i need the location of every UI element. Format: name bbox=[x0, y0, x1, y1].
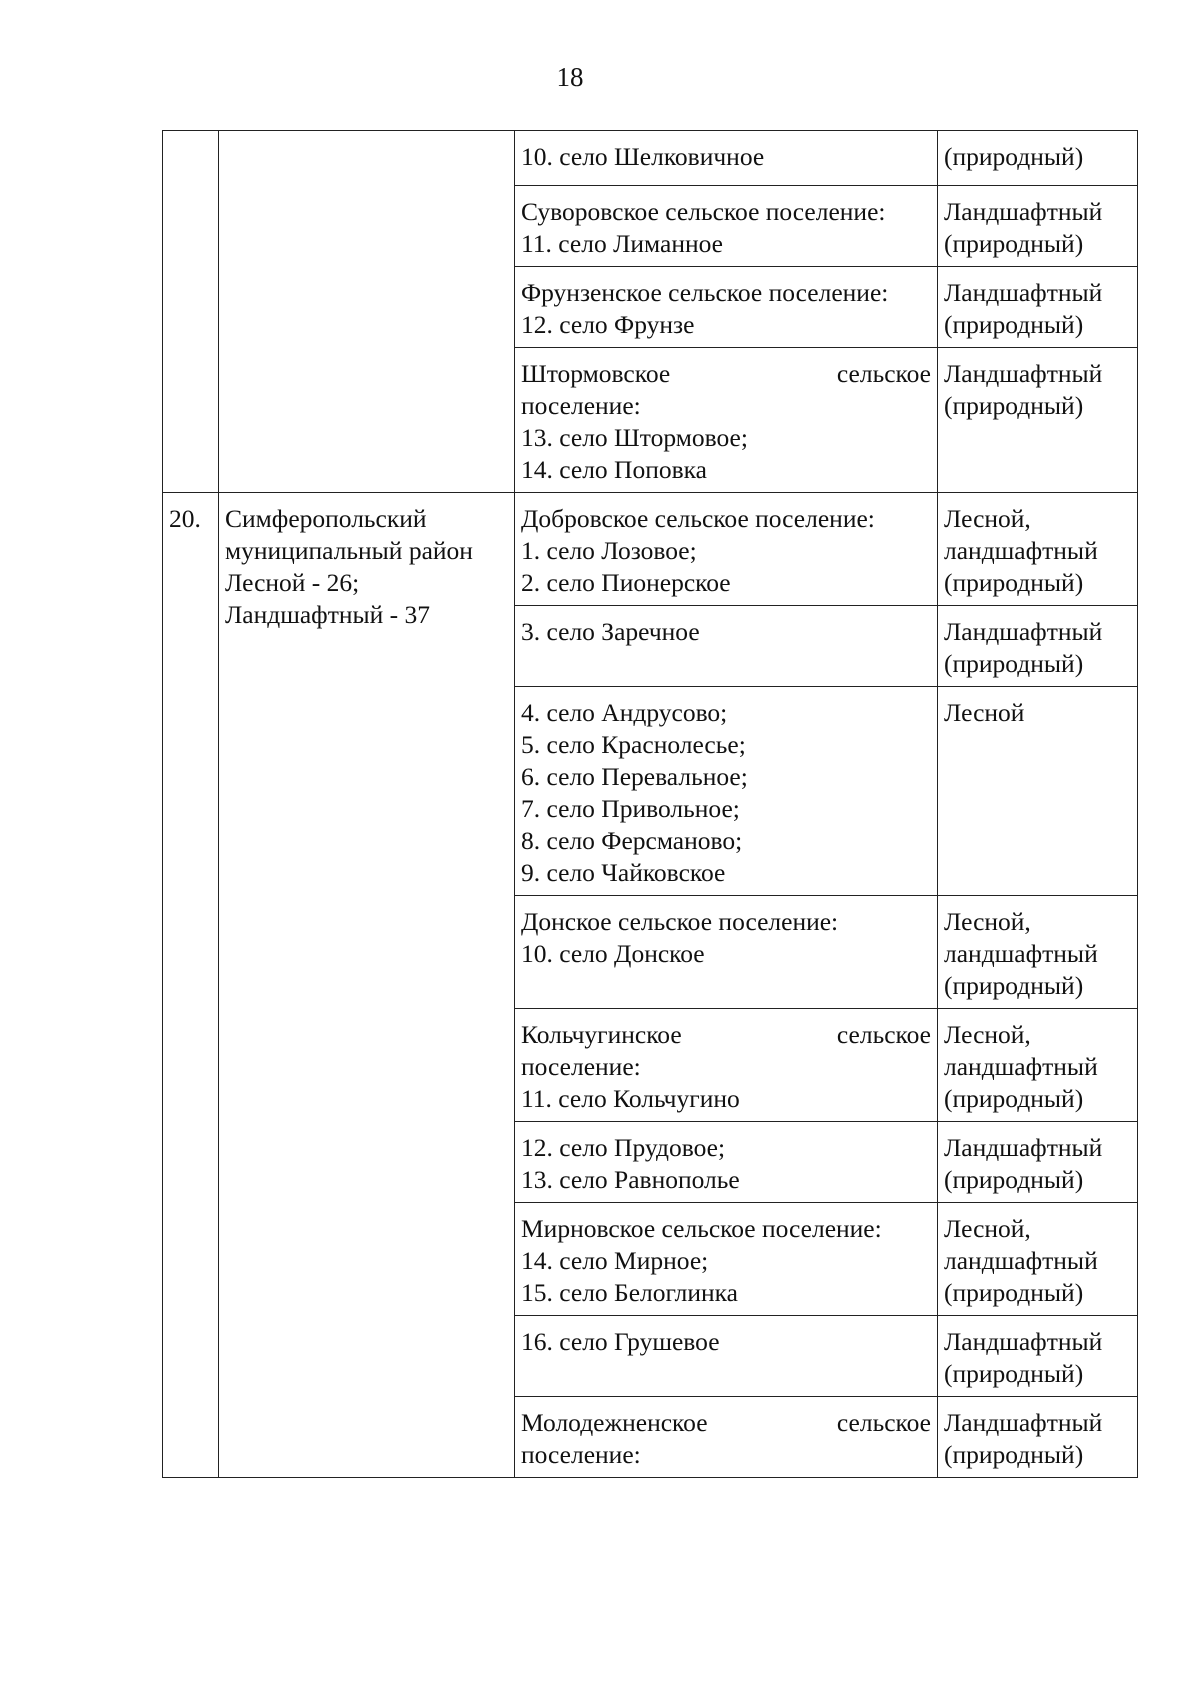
text-line: поселение: bbox=[521, 1052, 641, 1081]
text-line: 11. село Лиманное bbox=[521, 229, 723, 258]
text-line: 6. село Перевальное; bbox=[521, 762, 748, 791]
district-cell bbox=[219, 131, 515, 493]
settlement-cell bbox=[515, 131, 938, 186]
settlement-cell bbox=[515, 348, 938, 493]
text-line: 1. село Лозовое; bbox=[521, 536, 697, 565]
table-row bbox=[163, 493, 1138, 606]
text-line: Ландшафтный bbox=[944, 1408, 1103, 1437]
text-line: (природный) bbox=[944, 649, 1084, 678]
text-line: 7. село Привольное; bbox=[521, 794, 740, 823]
text-line: 12. село Фрунзе bbox=[521, 310, 695, 339]
reserve-type-cell bbox=[938, 186, 1138, 267]
reserve-type-cell bbox=[938, 1122, 1138, 1203]
reserve-type-cell bbox=[938, 1203, 1138, 1316]
text-line: 12. село Прудовое; bbox=[521, 1133, 726, 1162]
text-line: поселение: bbox=[521, 391, 641, 420]
table-body bbox=[163, 131, 1138, 1478]
settlement-cell bbox=[515, 1397, 938, 1478]
reserve-type-cell bbox=[938, 1397, 1138, 1478]
text-line: (природный) bbox=[944, 1165, 1084, 1194]
text-line: 8. село Ферсманово; bbox=[521, 826, 743, 855]
text-line: Лесной - 26; bbox=[225, 568, 360, 597]
reserve-type-cell bbox=[938, 687, 1138, 896]
reserve-type-cell bbox=[938, 493, 1138, 606]
text-line: Лесной, bbox=[944, 1020, 1031, 1049]
settlement-cell bbox=[515, 493, 938, 606]
text-line: ландшафтный bbox=[944, 1246, 1098, 1275]
table-row bbox=[163, 131, 1138, 186]
text-line: Лесной bbox=[944, 698, 1025, 727]
reserve-type-cell bbox=[938, 1009, 1138, 1122]
reserve-type-cell bbox=[938, 1316, 1138, 1397]
reserve-type-cell bbox=[938, 606, 1138, 687]
text-line: (природный) bbox=[944, 971, 1084, 1000]
text-line: Донское сельское поселение: bbox=[521, 907, 839, 936]
text-line: Ландшафтный bbox=[944, 197, 1103, 226]
heading-word-right: сельское bbox=[836, 1408, 931, 1437]
text-line: Ландшафтный bbox=[944, 359, 1103, 388]
text-line: Ландшафтный - 37 bbox=[225, 600, 431, 629]
text-line: (природный) bbox=[944, 568, 1084, 597]
page-number: 18 bbox=[556, 62, 584, 92]
heading-word-left: Штормовское bbox=[521, 359, 671, 388]
text-line: 10. село Донское bbox=[521, 939, 705, 968]
settlement-cell bbox=[515, 606, 938, 687]
text-line: Ландшафтный bbox=[944, 1327, 1103, 1356]
text-line: (природный) bbox=[944, 1084, 1084, 1113]
text-line: Суворовское сельское поселение: bbox=[521, 197, 886, 226]
text-line: (природный) bbox=[944, 1359, 1084, 1388]
reserve-type-cell bbox=[938, 131, 1138, 186]
heading-word-left: Молодежненское bbox=[521, 1408, 708, 1437]
text-line: Ландшафтный bbox=[944, 617, 1103, 646]
text-line: ландшафтный bbox=[944, 536, 1098, 565]
text-line: 14. село Мирное; bbox=[521, 1246, 709, 1275]
text-line: (природный) bbox=[944, 391, 1084, 420]
district-cell bbox=[219, 493, 515, 1478]
settlement-cell bbox=[515, 687, 938, 896]
text-line: 14. село Поповка bbox=[521, 455, 707, 484]
text-line: Мирновское сельское поселение: bbox=[521, 1214, 882, 1243]
text-line: 15. село Белоглинка bbox=[521, 1278, 738, 1307]
text-line: 9. село Чайковское bbox=[521, 858, 726, 887]
heading-word-left: Кольчугинское bbox=[521, 1020, 682, 1049]
text-line: (природный) bbox=[944, 1440, 1084, 1469]
text-line: 13. село Штормовое; bbox=[521, 423, 748, 452]
text-line: ландшафтный bbox=[944, 1052, 1098, 1081]
settlement-heading bbox=[521, 1407, 931, 1439]
text-line: 11. село Кольчугино bbox=[521, 1084, 740, 1113]
heading-word-right: сельское bbox=[836, 1020, 931, 1049]
settlement-cell bbox=[515, 1122, 938, 1203]
text-line: Симферопольский bbox=[225, 504, 427, 533]
settlement-cell bbox=[515, 1009, 938, 1122]
number-cell bbox=[163, 131, 219, 493]
text-line: Лесной, bbox=[944, 907, 1031, 936]
settlement-cell bbox=[515, 186, 938, 267]
settlement-cell bbox=[515, 267, 938, 348]
text-line: (природный) bbox=[944, 1278, 1084, 1307]
settlement-cell bbox=[515, 1203, 938, 1316]
settlement-cell bbox=[515, 896, 938, 1009]
text-line: (природный) bbox=[944, 310, 1084, 339]
reserve-type-cell bbox=[938, 896, 1138, 1009]
text-line: Ландшафтный bbox=[944, 1133, 1103, 1162]
reserve-type-cell bbox=[938, 348, 1138, 493]
reserve-type-cell bbox=[938, 267, 1138, 348]
text-line: 3. село Заречное bbox=[521, 617, 700, 646]
settlement-cell bbox=[515, 1316, 938, 1397]
text-line: Фрунзенское сельское поселение: bbox=[521, 278, 889, 307]
text-line: 13. село Равнополье bbox=[521, 1165, 740, 1194]
text-line: Лесной, bbox=[944, 504, 1031, 533]
heading-word-right: сельское bbox=[836, 359, 931, 388]
text-line: (природный) bbox=[944, 229, 1084, 258]
settlement-heading bbox=[521, 358, 931, 390]
text-line: 2. село Пионерское bbox=[521, 568, 731, 597]
text-line: 10. село Шелковичное bbox=[521, 142, 765, 171]
district-number: 20. bbox=[163, 493, 219, 1478]
text-line: 5. село Краснолесье; bbox=[521, 730, 746, 759]
text-line: Ландшафтный bbox=[944, 278, 1103, 307]
text-line: поселение: bbox=[521, 1440, 641, 1469]
settlement-heading bbox=[521, 1019, 931, 1051]
text-line: (природный) bbox=[944, 142, 1084, 171]
text-line: муниципальный район bbox=[225, 536, 473, 565]
text-line: ландшафтный bbox=[944, 939, 1098, 968]
text-line: Добровское сельское поселение: bbox=[521, 504, 875, 533]
settlements-table bbox=[162, 130, 1138, 1478]
text-line: Лесной, bbox=[944, 1214, 1031, 1243]
text-line: 4. село Андрусово; bbox=[521, 698, 728, 727]
text-line: 16. село Грушевое bbox=[521, 1327, 720, 1356]
